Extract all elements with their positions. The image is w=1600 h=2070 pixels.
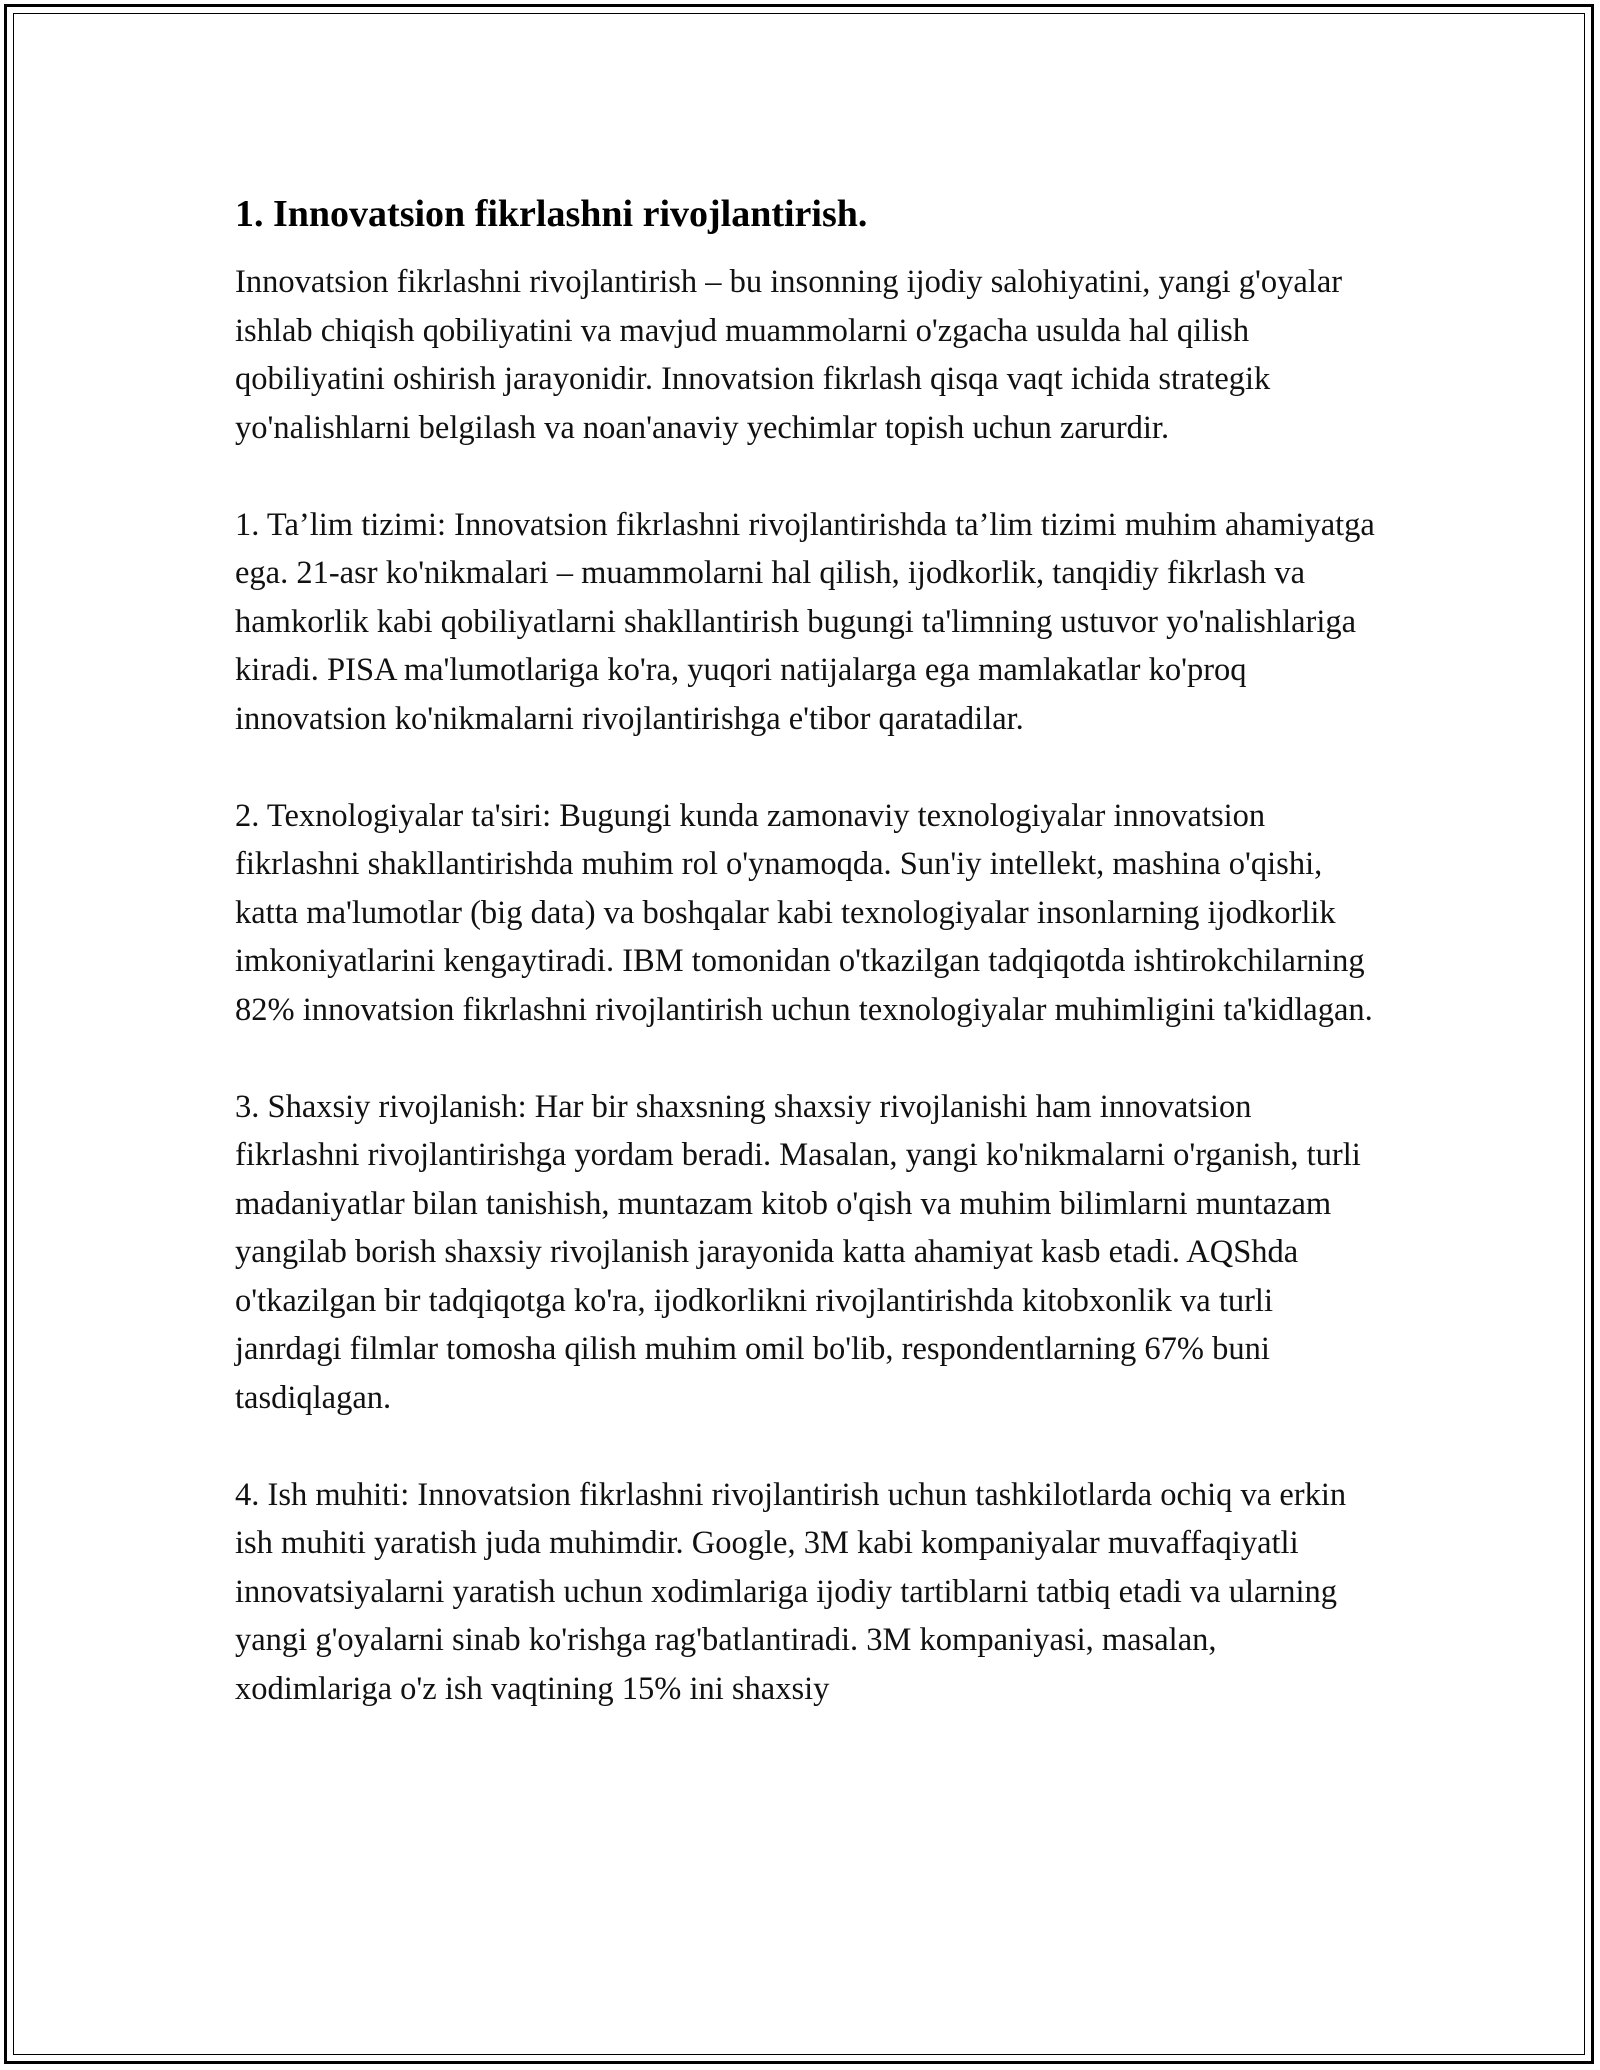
section-heading: 1. Innovatsion fikrlashni rivojlantirish. — [235, 193, 868, 235]
intro-paragraph: Innovatsion fikrlashni rivojlantirish – bu insonning ijodiy salohiyatini, yangi g'oyalar ishlab chiqish qobiliyatini va mavjud muammolarni o'zgacha usulda hal qilish qobiliyatini oshirish jarayonidir. Innovatsion fikrlash qisqa vaqt ichida strategik yo'nalishlarni belgilash va noan'anaviy yechimlar topish uchun zarurdir. — [235, 264, 1343, 446]
work-environment-paragraph: 4. Ish muhiti: Innovatsion fikrlashni rivojlantirish uchun tashkilotlarda ochiq va erkin ish muhiti yaratish juda muhimdir. Google, 3M kabi kompaniyalar muvaffaqiyatli innovatsiyalarni yaratish uchun xodimlariga ijodiy tartiblarni tatbiq etadi va ularning yangi g'oyalarni sinab ko'rishga rag'batlantiradi. 3M kompaniyasi, masalan, xodimlariga o'z ish vaqtining 15% ini shaxsiy — [235, 1476, 1347, 1707]
document-body — [235, 180, 1375, 1762]
education-paragraph: 1. Ta’lim tizimi: Innovatsion fikrlashni rivojlantirishda ta’lim tizimi muhim ahamiyatga ega. 21-asr ko'nikmalari – muammolarni hal qilish, ijodkorlik, tanqidiy fikrlash va hamkorlik kabi qobiliyatlarni shakllantirish bugungi ta'limning ustuvor yo'nalishlariga kiradi. PISA ma'lumotlariga ko'ra, yuqori natijalarga ega mamlakatlar ko'proq innovatsion ko'nikmalarni rivojlantirishga e'tibor qaratadilar. — [235, 506, 1375, 737]
technology-paragraph: 2. Texnologiyalar ta'siri: Bugungi kunda zamonaviy texnologiyalar innovatsion fikrlashni shakllantirishda muhim rol o'ynamoqda. Sun'iy intellekt, mashina o'qishi, katta ma'lumotlar (big data) va boshqalar kabi texnologiyalar insonlarning ijodkorlik imkoniyatlarini kengaytiradi. IBM tomonidan o'tkazilgan tadqiqotda ishtirokchilarning 82% innovatsion fikrlashni rivojlantirish uchun texnologiyalar muhimligini ta'kidlagan. — [235, 797, 1373, 1028]
personal-development-paragraph: 3. Shaxsiy rivojlanish: Har bir shaxsning shaxsiy rivojlanishi ham innovatsion fikrlashni rivojlantirishga yordam beradi. Masalan, yangi ko'nikmalarni o'rganish, turli madaniyatlar bilan tanishish, muntazam kitob o'qish va muhim bilimlarni muntazam yangilab borish shaxsiy rivojlanish jarayonida katta ahamiyat kasb etadi. AQShda o'tkazilgan bir tadqiqotga ko'ra, ijodkorlikni rivojlantirishda kitobxonlik va turli janrdagi filmlar tomosha qilish muhim omil bo'lib, respondentlarning 67% buni tasdiqlagan. — [235, 1088, 1361, 1416]
